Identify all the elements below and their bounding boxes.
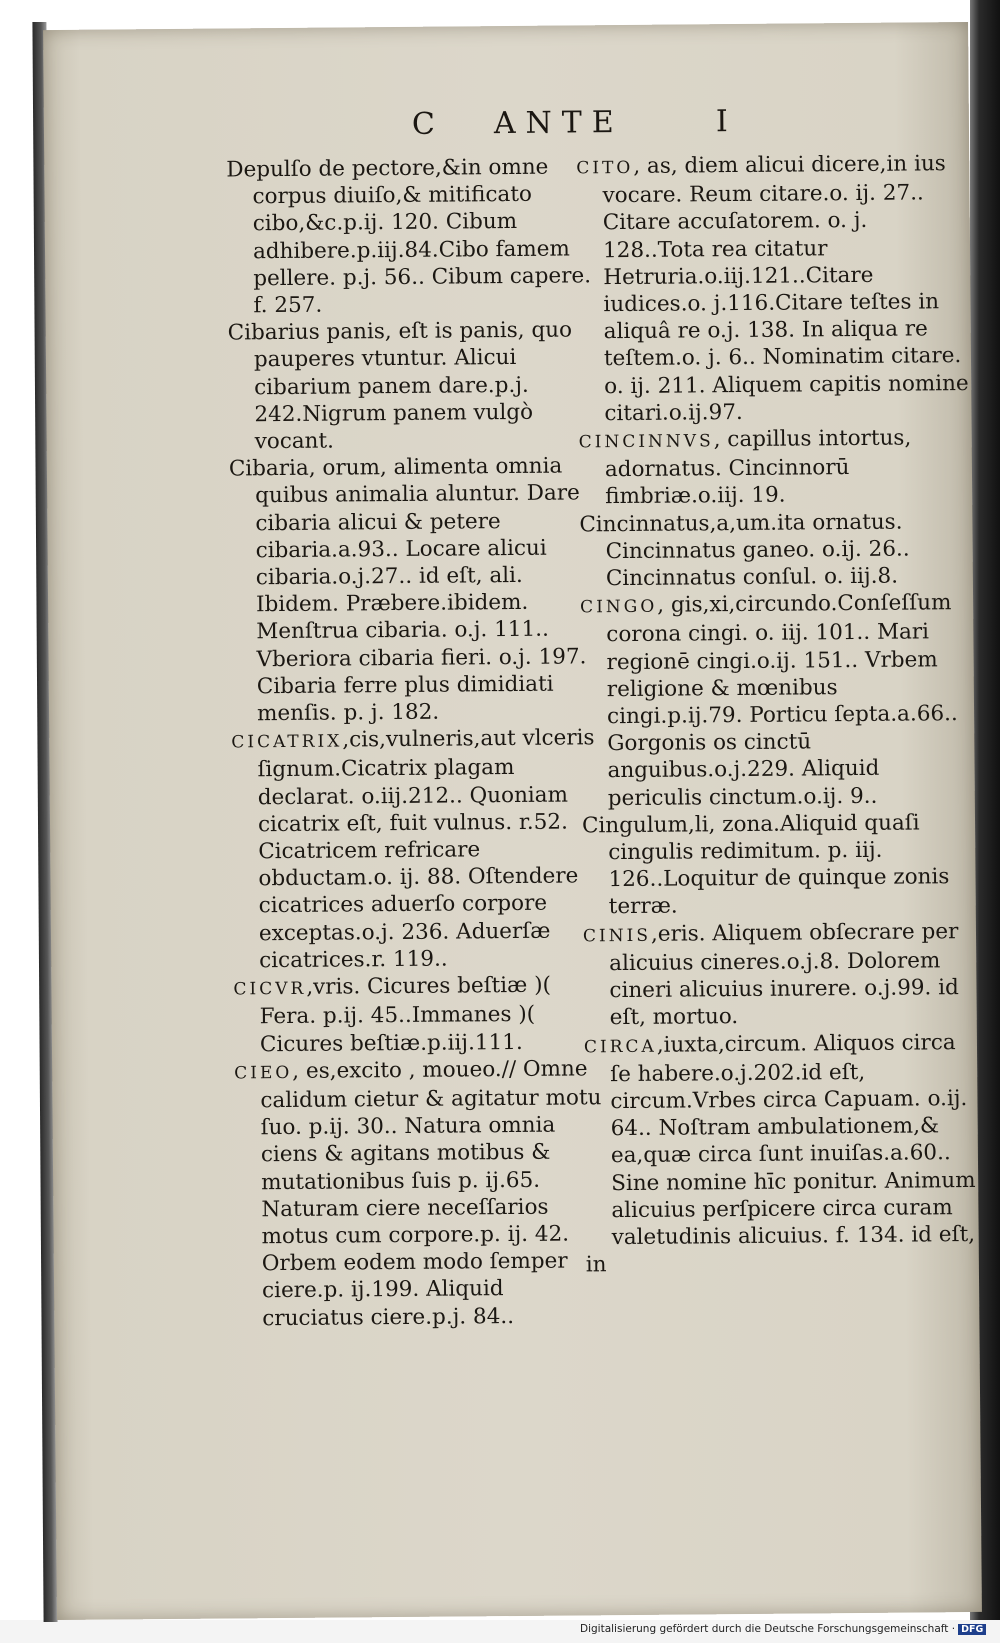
dictionary-entry [580, 589, 976, 812]
entry-text: , as, diem alicui dicere,in ius vocare. Reum citare.o. ij. 27.. Citare accuſatorem. o. j. 128..Tota rea citatur Hetruria.o.iij.121..Citare iudices.o. j.116.Citare teſtes in aliquâ re o.j. 138. In aliqua re teſtem.o. j. 6.. Nominatim citare. o. ij. 211. Aliquem capitis nomine citari.o.ij.97. [602, 151, 969, 427]
entry-headword: CINGO [580, 596, 658, 618]
entry-headword: CINCINNVS [578, 431, 714, 453]
entry-text: Cingulum,li, zona.Aliquid quaſi cingulis redimitum. p. iij. 126..Loquitur de quinque zonis terræ. [581, 810, 950, 920]
dictionary-entry [231, 724, 603, 974]
left-column [226, 153, 606, 1332]
dictionary-entry [576, 150, 972, 427]
header-left-letter: C [411, 106, 442, 142]
entry-headword: CICATRIX [231, 731, 343, 753]
entry-text: ,iuxta,circum. Aliquos circa ſe habere.o.j.202.id eſt, circum.Vrbes circa Capuam. o.ij. 64.. Noſtram ambulationem,& ea,quæ circa ſunt inuiſas.a.60.. Sine nomine hīc ponitur. Animum alicuius perſpicere circa curam valetudinis alicuius. f. 134. id eſt, [610, 1029, 976, 1251]
dictionary-entry [579, 424, 974, 511]
dictionary-entry [586, 1248, 980, 1279]
dictionary-entry [229, 452, 601, 727]
entry-text: Cincinnatus,a,um.ita ornatus. Cincinnatus ganeo. o.ij. 26.. Cincinnatus conſul. o. iij.8. [579, 509, 910, 592]
entry-text: Depulſo de pectore,&in omne corpus diuiſo,& mitificato cibo,&c.p.ij. 120. Cibum adhibere.p.iij.84.Cibo famem pellere. p.j. 56.. Cibum capere. f. 257. [226, 154, 592, 319]
entry-text: ,vris. Cicures beſtiæ )( Fera. p.ij. 45..Immanes )( Cicures beſtiæ.p.iij.111. [259, 972, 552, 1057]
credit-text: Digitalisierung gefördert durch die Deutsche Forschungsgemeinschaft · [580, 1623, 956, 1635]
entry-text: ,cis,vulneris,aut vlceris ſignum.Cicatrix plagam declarat. o.iij.212.. Quoniam cicatrix eſt, fuit vulnus. r.52. Cicatricem refricare obductam.o. ij. 88. Oſtendere cicatrices aduerſo corpore exceptas.o.j. 236. Aduerſæ cicatrices.r. 119.. [257, 725, 595, 974]
entry-headword: CICVR [233, 978, 307, 1000]
entry-headword: CIEO [234, 1062, 293, 1084]
digitization-credit [580, 1623, 986, 1639]
entry-headword: CINIS [582, 925, 652, 947]
entry-headword: CIRCA [583, 1036, 657, 1057]
entry-text: in [585, 1252, 607, 1278]
entry-text: Cibarius panis, eſt is panis, quo pauperes vtuntur. Alicui cibarium panem dare.p.j. 242.Nigrum panem vulgò vocant. [227, 317, 573, 455]
entry-text: Cibaria, orum, alimenta omnia quibus animalia aluntur. Dare cibaria alicui & petere cibaria.a.93.. Locare alicui cibaria.o.j.27.. id eſt, ali. Ibidem. Præbere.ibidem. Menſtrua cibaria. o.j. 111.. Vberiora cibaria fieri. o.j. 197. Cibaria ferre plus dimidiati menſis. p. j. 182. [228, 453, 587, 727]
entry-headword: CITO [576, 157, 634, 179]
dictionary-entry [234, 1055, 606, 1332]
entry-text: , capillus intortus, adornatus. Cincinnorū fimbriæ.o.iij. 19. [604, 425, 912, 510]
dictionary-entry [579, 508, 974, 593]
header-right-letter: I [715, 104, 734, 140]
entry-text: , gis,xi,circundo.Conſeſſum corona cingi. o. iij. 101.. Mari regionē cingi.o.ij. 151.. Vrbem religione & mœnibus cingi.p.ij.79. Porticu ſepta.a.66.. Gorgonis os cinctū anguibus.o.j.229. Aliquid periculis cinctum.o.ij. 9.. [606, 590, 958, 811]
book-page [43, 22, 982, 1620]
dictionary-entry [583, 918, 978, 1032]
right-column [576, 150, 980, 1279]
entry-text: ,eris. Aliquem obſecrare per alicuius cineres.o.j.8. Dolorem cineri alicuius inurere. o.j.99. id eſt, mortuo. [609, 918, 959, 1031]
dictionary-entry [233, 971, 604, 1058]
header-catchword: ANTE [493, 105, 624, 142]
dfg-logo: DFG [958, 1624, 986, 1635]
dictionary-entry [582, 809, 977, 921]
entry-text: , es,excito , moueo.// Omne calidum cietur & agitatur motu ſuo. p.ij. 30.. Natura omnia ciens & agitans motibus & mutationibus ſuis p. ij.65. Naturam ciere neceſſarios motus cum corpore.p. ij. 42. Orbem eodem modo ſemper ciere.p. ij.199. Aliquid cruciatus ciere.p.j. 84.. [260, 1056, 602, 1331]
dictionary-entry [228, 316, 599, 455]
dictionary-entry [584, 1028, 980, 1251]
dictionary-entry [226, 153, 597, 319]
